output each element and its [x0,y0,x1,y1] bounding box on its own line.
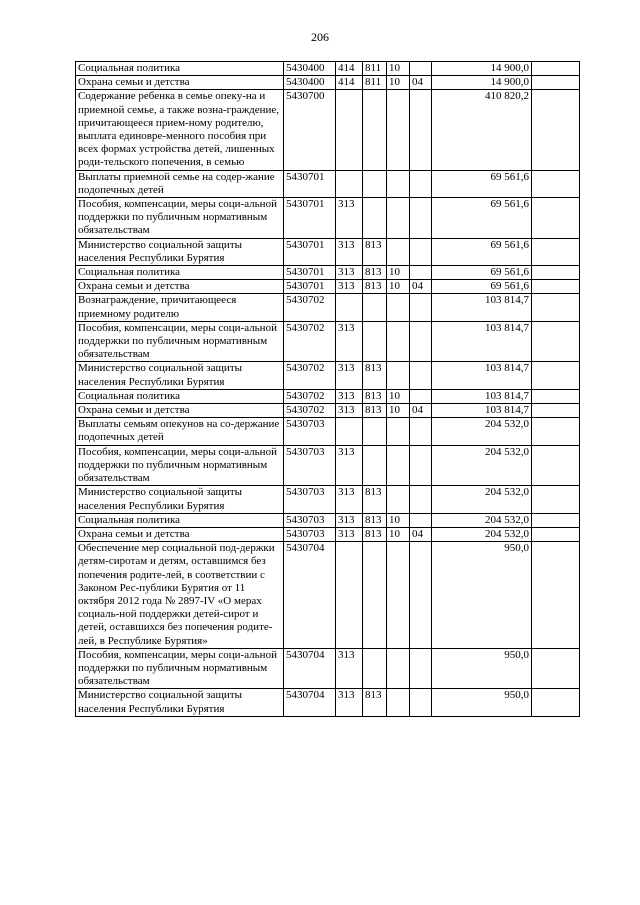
row-section-code [387,170,410,197]
row-grbs-code [363,294,387,321]
table-row [76,198,580,239]
row-empty-cell [532,90,580,170]
row-amount: 204 532,0 [432,418,532,445]
row-empty-cell [532,266,580,280]
row-name: Министерство социальной защиты населения Республики Бурятия [76,689,284,716]
row-section-code [387,542,410,649]
row-name: Охрана семьи и детства [76,527,284,541]
row-csr-code: 5430703 [284,513,336,527]
row-vr-code: 313 [336,280,363,294]
row-vr-code: 313 [336,404,363,418]
table-row [76,389,580,403]
row-grbs-code: 811 [363,76,387,90]
row-name: Социальная политика [76,513,284,527]
row-csr-code: 5430701 [284,238,336,265]
table-row [76,486,580,513]
row-vr-code: 313 [336,362,363,389]
row-grbs-code: 813 [363,362,387,389]
table-row [76,266,580,280]
row-vr-code: 313 [336,238,363,265]
row-section-code [387,689,410,716]
row-subsection-code [410,486,432,513]
row-amount: 69 561,6 [432,266,532,280]
row-grbs-code: 813 [363,238,387,265]
row-amount: 204 532,0 [432,527,532,541]
row-subsection-code [410,362,432,389]
row-empty-cell [532,513,580,527]
row-empty-cell [532,418,580,445]
row-section-code [387,648,410,689]
row-subsection-code [410,389,432,403]
row-subsection-code [410,90,432,170]
row-vr-code: 313 [336,527,363,541]
row-grbs-code [363,170,387,197]
row-name: Социальная политика [76,266,284,280]
row-grbs-code: 813 [363,689,387,716]
row-csr-code: 5430400 [284,76,336,90]
row-vr-code: 414 [336,62,363,76]
row-section-code [387,294,410,321]
row-csr-code: 5430701 [284,198,336,239]
table-row [76,513,580,527]
row-grbs-code: 813 [363,527,387,541]
row-amount: 950,0 [432,648,532,689]
budget-table [75,61,580,717]
row-subsection-code [410,321,432,362]
row-empty-cell [532,404,580,418]
row-amount: 69 561,6 [432,280,532,294]
row-subsection-code [410,238,432,265]
row-amount: 69 561,6 [432,238,532,265]
row-amount: 204 532,0 [432,445,532,486]
row-subsection-code [410,648,432,689]
row-subsection-code: 04 [410,404,432,418]
table-row [76,76,580,90]
row-subsection-code: 04 [410,76,432,90]
row-vr-code: 313 [336,445,363,486]
row-amount: 69 561,6 [432,170,532,197]
row-empty-cell [532,445,580,486]
row-subsection-code [410,294,432,321]
row-vr-code [336,418,363,445]
row-empty-cell [532,62,580,76]
row-grbs-code: 813 [363,280,387,294]
table-row [76,294,580,321]
row-csr-code: 5430400 [284,62,336,76]
row-name: Социальная политика [76,389,284,403]
row-amount: 950,0 [432,542,532,649]
row-section-code [387,418,410,445]
row-name: Министерство социальной защиты населения Республики Бурятия [76,238,284,265]
row-name: Охрана семьи и детства [76,280,284,294]
row-name: Пособия, компенсации, меры соци-альной поддержки по публичным нормативным обязательствам [76,445,284,486]
row-grbs-code [363,418,387,445]
row-grbs-code: 813 [363,513,387,527]
row-vr-code: 313 [336,389,363,403]
table-row [76,62,580,76]
row-csr-code: 5430703 [284,486,336,513]
row-csr-code: 5430704 [284,648,336,689]
row-vr-code: 313 [336,689,363,716]
row-amount: 14 900,0 [432,76,532,90]
row-grbs-code: 813 [363,266,387,280]
row-amount: 204 532,0 [432,486,532,513]
row-name: Обеспечение мер социальной под-держки детям-сиротам и детям, оставшимся без попечения родите-лей, в соответствии с Законом Рес-публики Бурятия от 11 октября 2012 года № 2897-IV «О мерах социаль-ной поддержки детей-сирот и детей, оставшихся без попечения родите-лей, в Республике Бурятия» [76,542,284,649]
row-csr-code: 5430703 [284,445,336,486]
row-section-code [387,486,410,513]
row-grbs-code [363,90,387,170]
row-subsection-code [410,513,432,527]
row-grbs-code [363,321,387,362]
row-section-code: 10 [387,76,410,90]
row-csr-code: 5430703 [284,418,336,445]
row-vr-code: 313 [336,198,363,239]
table-row [76,321,580,362]
row-csr-code: 5430703 [284,527,336,541]
row-subsection-code: 04 [410,280,432,294]
row-csr-code: 5430701 [284,170,336,197]
row-section-code [387,362,410,389]
row-section-code [387,238,410,265]
row-grbs-code: 813 [363,389,387,403]
row-section-code: 10 [387,527,410,541]
row-section-code: 10 [387,62,410,76]
row-name: Пособия, компенсации, меры соци-альной поддержки по публичным нормативным обязательствам [76,321,284,362]
row-section-code [387,445,410,486]
row-grbs-code: 813 [363,486,387,513]
row-vr-code: 313 [336,513,363,527]
row-csr-code: 5430701 [284,266,336,280]
row-empty-cell [532,486,580,513]
row-empty-cell [532,238,580,265]
row-vr-code [336,90,363,170]
row-vr-code [336,542,363,649]
row-name: Выплаты приемной семье на содер-жание подопечных детей [76,170,284,197]
row-grbs-code [363,198,387,239]
row-name: Министерство социальной защиты населения Республики Бурятия [76,486,284,513]
row-section-code: 10 [387,513,410,527]
row-grbs-code: 813 [363,404,387,418]
row-subsection-code [410,62,432,76]
row-grbs-code [363,648,387,689]
row-amount: 103 814,7 [432,389,532,403]
row-csr-code: 5430704 [284,542,336,649]
row-subsection-code [410,170,432,197]
table-row [76,418,580,445]
row-empty-cell [532,527,580,541]
row-amount: 69 561,6 [432,198,532,239]
page-number: 206 [311,30,329,44]
row-vr-code: 313 [336,321,363,362]
row-vr-code: 313 [336,266,363,280]
row-csr-code: 5430704 [284,689,336,716]
table-row [76,280,580,294]
row-name: Пособия, компенсации, меры соци-альной поддержки по публичным нормативным обязательствам [76,648,284,689]
row-empty-cell [532,542,580,649]
row-empty-cell [532,362,580,389]
table-row [76,362,580,389]
row-section-code: 10 [387,266,410,280]
table-row [76,445,580,486]
row-subsection-code [410,689,432,716]
row-vr-code: 313 [336,486,363,513]
row-name: Охрана семьи и детства [76,404,284,418]
row-amount: 410 820,2 [432,90,532,170]
row-empty-cell [532,170,580,197]
table-row [76,689,580,716]
row-vr-code [336,294,363,321]
row-grbs-code [363,445,387,486]
row-amount: 103 814,7 [432,321,532,362]
table-row [76,90,580,170]
row-grbs-code [363,542,387,649]
row-empty-cell [532,689,580,716]
row-csr-code: 5430702 [284,321,336,362]
table-row [76,238,580,265]
row-csr-code: 5430701 [284,280,336,294]
row-name: Охрана семьи и детства [76,76,284,90]
row-empty-cell [532,294,580,321]
table-row [76,404,580,418]
row-empty-cell [532,198,580,239]
row-empty-cell [532,321,580,362]
table-row [76,648,580,689]
row-name: Социальная политика [76,62,284,76]
row-section-code [387,321,410,362]
table-row [76,542,580,649]
row-name: Выплаты семьям опекунов на со-держание подопечных детей [76,418,284,445]
row-subsection-code: 04 [410,527,432,541]
row-amount: 204 532,0 [432,513,532,527]
row-name: Содержание ребенка в семье опеку-на и приемной семье, а также возна-граждение, причитающееся прием-ному родителю, выплата единовре-менного пособия при всех формах устройства детей, лишенных роди-тельского попечения, в семью [76,90,284,170]
row-name: Вознаграждение, причитающееся приемному родителю [76,294,284,321]
row-csr-code: 5430702 [284,389,336,403]
row-vr-code [336,170,363,197]
row-amount: 103 814,7 [432,294,532,321]
row-section-code: 10 [387,389,410,403]
row-csr-code: 5430702 [284,294,336,321]
row-amount: 103 814,7 [432,404,532,418]
row-amount: 950,0 [432,689,532,716]
table-row [76,170,580,197]
row-name: Министерство социальной защиты населения Республики Бурятия [76,362,284,389]
row-amount: 103 814,7 [432,362,532,389]
row-csr-code: 5430700 [284,90,336,170]
row-section-code: 10 [387,404,410,418]
row-subsection-code [410,266,432,280]
row-grbs-code: 811 [363,62,387,76]
table-row [76,527,580,541]
row-amount: 14 900,0 [432,62,532,76]
row-empty-cell [532,389,580,403]
row-subsection-code [410,418,432,445]
row-section-code: 10 [387,280,410,294]
row-name: Пособия, компенсации, меры соци-альной поддержки по публичным нормативным обязательствам [76,198,284,239]
row-subsection-code [410,198,432,239]
row-subsection-code [410,445,432,486]
row-empty-cell [532,648,580,689]
row-empty-cell [532,280,580,294]
row-csr-code: 5430702 [284,362,336,389]
row-vr-code: 313 [336,648,363,689]
row-section-code [387,198,410,239]
row-vr-code: 414 [336,76,363,90]
row-section-code [387,90,410,170]
row-csr-code: 5430702 [284,404,336,418]
row-empty-cell [532,76,580,90]
row-subsection-code [410,542,432,649]
